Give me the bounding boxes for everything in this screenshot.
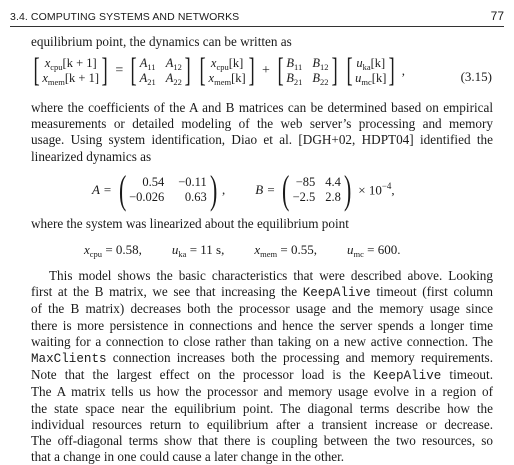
equilibrium-values: $x_{cpu} = 0.58$, $u_{ka} = 11$ s, $x_{mem} = 0.55$, $u_{mc} = 600$.	[84, 242, 401, 259]
numeric-matrices: A = ( 0.54 −0.11 −0.026 0.63 ) , B = ( −85 4.4 −2.5 2.8 ) × $10^{-4}$,	[92, 167, 395, 212]
A-symbolic-matrix: [ $A_{11}$ $A_{12}$ $A_{21}$ $A_{22}$ ]	[130, 52, 191, 89]
B-numeric-matrix: ( −85 4.4 −2.5 2.8 )	[282, 167, 352, 212]
B-label: B =	[255, 182, 276, 197]
u-vector: [ $u_{ka}[k]$ $u_{mc}[k]$ ]	[346, 52, 396, 89]
scale-factor: × $10^{-4}$,	[358, 181, 395, 198]
A-label: A =	[92, 182, 112, 197]
A-numeric-matrix: ( 0.54 −0.11 −0.026 0.63 )	[118, 167, 218, 212]
equation-number: (3.15)	[460, 69, 492, 84]
section-title: 3.4. COMPUTING SYSTEMS AND NETWORKS	[10, 11, 240, 23]
running-header	[10, 6, 504, 27]
x-vector: [ $x_{cpu}[k]$ $x_{mem}[k]$ ]	[199, 52, 255, 89]
intro-line: equilibrium point, the dynamics can be written as	[31, 34, 292, 49]
paragraph-model: This model shows the basic characteristics that were described above. Looking first at the B matrix, we see that increasing the KeepAlive timeout (first column of the B matrix) decreases both the processor usage and the memory usage since there is more persistence in connections and hence the server spends a longer time waiting for a connection to close rather than taking on a new active connection. The MaxClients connection increases both the processing and memory requirements. Note that the largest effect on the processor load is the KeepAlive timeout. The A matrix tells us how the processor and memory usage evolve in a region of the state space near the equilibrium point. The diagonal terms describe how the individual resources return to equilibrium after a transient increase or decrease. The off-diagonal terms show that there is coupling between the two resources, so that a change in one could cause a later change in the other.	[31, 268, 493, 465]
equation-3-15: [ $x_{cpu}[k + 1]$ $x_{mem}[k + 1]$ ] = [ $A_{11}$ $A_{12}$ $A_{21}$ $A_{22}$ ] [ $x_{cpu}[k]$ $x_{mem}[k]$ ] + [ $B_{11}$ $B_{12}$ $B_{21}$ $B_{22}$ ] [ $u_{ka}[k]$ $u_{mc}[k]$ ] ,	[31, 54, 405, 88]
B-symbolic-matrix: [ $B_{11}$ $B_{12}$ $B_{21}$ $B_{22}$ ]	[277, 52, 338, 89]
paragraph-coefficients: where the coefficients of the A and B matrices can be determined based on empirical measurements or detailed modeling of the web server’s processing and memory usage. Using system identification, Diao et al. [DGH+02, HDPT04] identified the linearized dynamics as	[31, 100, 493, 164]
page-number: 77	[490, 9, 504, 23]
lhs-vector: [ $x_{cpu}[k + 1]$ $x_{mem}[k + 1]$ ]	[33, 52, 108, 89]
linearized-line: where the system was linearized about the equilibrium point	[31, 216, 349, 231]
